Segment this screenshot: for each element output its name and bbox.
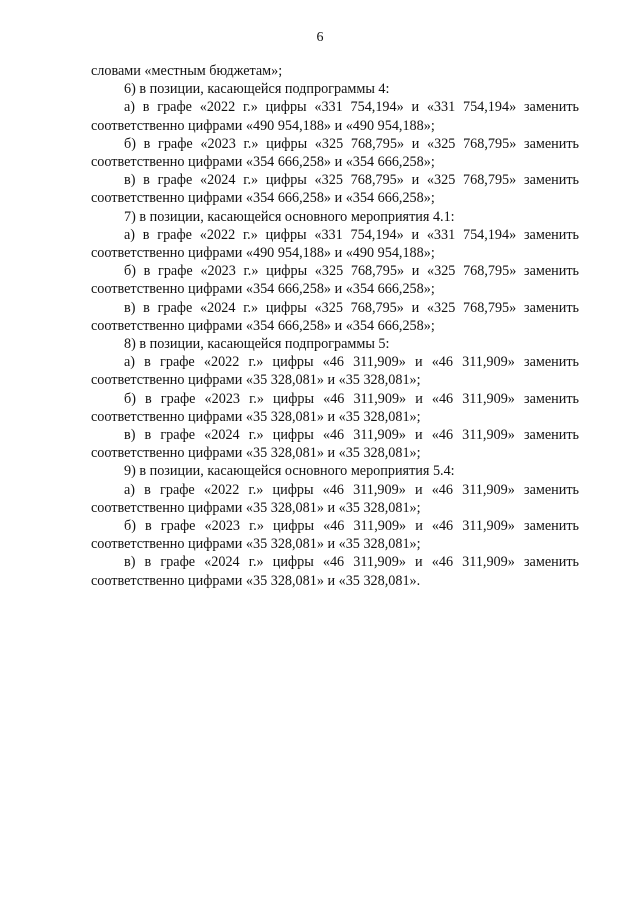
- paragraph-item-6: 6) в позиции, касающейся подпрограммы 4:: [124, 81, 390, 98]
- paragraph-item-7: 7) в позиции, касающейся основного мероприятия 4.1:: [124, 208, 455, 225]
- paragraph-item-8v: в) в графе «2024 г.» цифры «46 311,909» и «46 311,909» заменить соответственно цифрами «35 328,081» и «35 328,081»;: [91, 427, 579, 462]
- paragraph-item-8a: а) в графе «2022 г.» цифры «46 311,909» и «46 311,909» заменить соответственно цифрами «35 328,081» и «35 328,081»;: [91, 354, 579, 389]
- paragraph-item-6a: а) в графе «2022 г.» цифры «331 754,194» и «331 754,194» заменить соответственно цифрами «490 954,188» и «490 954,188»;: [91, 99, 579, 134]
- paragraph-item-7a: а) в графе «2022 г.» цифры «331 754,194» и «331 754,194» заменить соответственно цифрами «490 954,188» и «490 954,188»;: [91, 226, 579, 262]
- paragraph-continuation: словами «местным бюджетам»;: [91, 63, 283, 79]
- paragraph-item-6b: б) в графе «2023 г.» цифры «325 768,795» и «325 768,795» заменить соответственно цифрами «354 666,258» и «354 666,258»;: [91, 135, 579, 171]
- document-body: [91, 62, 579, 590]
- page-number: 6: [316, 30, 324, 45]
- paragraph-item-9: 9) в позиции, касающейся основного мероприятия 5.4:: [124, 463, 455, 480]
- paragraph-item-7b: б) в графе «2023 г.» цифры «325 768,795» и «325 768,795» заменить соответственно цифрами «354 666,258» и «354 666,258»;: [91, 263, 579, 298]
- paragraph-item-8b: б) в графе «2023 г.» цифры «46 311,909» и «46 311,909» заменить соответственно цифрами «35 328,081» и «35 328,081»;: [91, 390, 579, 425]
- paragraph-item-8: 8) в позиции, касающейся подпрограммы 5:: [124, 336, 390, 353]
- paragraph-item-9v: в) в графе «2024 г.» цифры «46 311,909» и «46 311,909» заменить соответственно цифрами «35 328,081» и «35 328,081».: [91, 554, 579, 589]
- paragraph-item-6v: в) в графе «2024 г.» цифры «325 768,795» и «325 768,795» заменить соответственно цифрами «354 666,258» и «354 666,258»;: [91, 172, 579, 207]
- paragraph-item-9b: б) в графе «2023 г.» цифры «46 311,909» и «46 311,909» заменить соответственно цифрами «35 328,081» и «35 328,081»;: [91, 518, 579, 553]
- paragraph-item-9a: а) в графе «2022 г.» цифры «46 311,909» и «46 311,909» заменить соответственно цифрами «35 328,081» и «35 328,081»;: [91, 481, 579, 516]
- paragraph-item-7v: в) в графе «2024 г.» цифры «325 768,795» и «325 768,795» заменить соответственно цифрами «354 666,258» и «354 666,258»;: [91, 299, 579, 334]
